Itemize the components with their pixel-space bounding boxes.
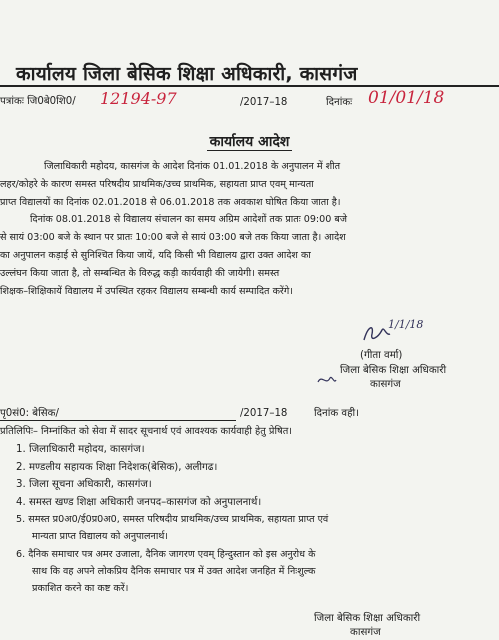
signature-1-date: 1/1/18 (388, 318, 424, 331)
signatory-designation: जिला बेसिक शिक्षा अधिकारी (340, 365, 447, 376)
signature-2-place: कासगंज (350, 627, 381, 638)
copy-line: प्रतिलिपिः– निम्नांकित को सेवा में सादर सूचनार्थ एवं आवश्यक कार्यवाही हेतु प्रेषित। (0, 426, 293, 437)
header-divider (0, 85, 499, 87)
order-heading-text: कार्यालय आदेश (207, 134, 293, 151)
copy-item-6: 6. दैनिक समाचार पत्र अमर उजाला, दैनिक जागरण एवम् हिन्दुस्तान को इस अनुरोध के (16, 549, 316, 560)
ref-year: /2017–18 (240, 97, 288, 108)
office-title: कार्यालय जिला बेसिक शिक्षा अधिकारी, कासगंज (16, 63, 358, 85)
endorsement-year: /2017–18 (240, 408, 288, 419)
handwritten-ref-number: 12194-97 (100, 89, 177, 108)
endorsement-ref-text: पृ0सं0: बेसिक/ (0, 408, 59, 419)
p2-line-1: दिनांक 08.01.2018 से विद्यालय संचालन का समय अग्रिम आदेशों तक प्रातः 09:00 बजे (30, 214, 348, 225)
p2-line-5: शिक्षक–शिक्षिकायें विद्यालय में उपस्थित रहकर विद्यालय सम्बन्धी कार्य सम्पादित करेंगे। (0, 286, 293, 297)
ref-number-label: पत्रांकः जि0बे0शि0/ (0, 96, 76, 107)
p1-line-2: लहर/कोहरे के कारण समस्त परिषदीय प्राथमिक/उच्च प्राथमिक, सहायता प्राप्त एवम् मान्यता (0, 179, 314, 190)
signatory-place: कासगंज (370, 379, 401, 390)
p1-line-3: प्राप्त विद्यालयों का दिनांक 02.01.2018 से 06.01.2018 तक अवकाश घोषित किया जाता है। (0, 197, 341, 208)
p2-line-2: से सायं 03:00 बजे के स्थान पर प्रातः 10:00 बजे से सायं 03:00 बजे तक किया जाता है। आदेश (0, 232, 346, 243)
signatory-name: (गीता वर्मा) (360, 350, 403, 361)
p1-line-1: जिलाधिकारी महोदय, कासगंज के आदेश दिनांक 01.01.2018 के अनुपालन में शीत (44, 161, 341, 172)
copy-item-6-cont-2: प्रकाशित करने का कष्ट करें। (32, 583, 129, 594)
copy-item-4: 4. समस्त खण्ड शिक्षा अधिकारी जनपद–कासगंज को अनुपालनार्थ। (16, 497, 262, 508)
signature-scribble (316, 372, 338, 388)
endorsement-ref-label (0, 407, 236, 421)
p2-line-4: उल्लंघन किया जाता है, तो सम्बन्धित के विरुद्ध कड़ी कार्यवाही की जायेगी। समस्त (0, 268, 280, 279)
handwritten-date: 01/01/18 (368, 88, 445, 108)
copy-item-5-cont: मान्यता प्राप्त विद्यालय को अनुपालनार्थ। (32, 531, 169, 542)
signature-2-designation: जिला बेसिक शिक्षा अधिकारी (314, 613, 421, 624)
copy-item-2: 2. मण्डलीय सहायक शिक्षा निदेशक(बेसिक), अलीगढ। (16, 462, 218, 473)
p2-line-3: का अनुपालन कड़ाई से सुनिश्चित किया जायें, यदि किसी भी विद्यालय द्वारा उक्त आदेश का (0, 250, 311, 261)
copy-item-1: 1. जिलाधिकारी महोदय, कासगंज। (16, 444, 145, 455)
date-label: दिनांकः (326, 97, 353, 108)
copy-item-3: 3. जिला सूचना अधिकारी, कासगंज। (16, 479, 152, 490)
copy-item-5: 5. समस्त प्र0अ0/ई0प्र0अ0, समस्त परिषदीय प्राथमिक/उच्च प्राथमिक, सहायता प्राप्त एवं (16, 514, 329, 525)
endorsement-date: दिनांक वही। (314, 408, 359, 419)
order-heading (0, 132, 499, 151)
copy-item-6-cont-1: साथ कि वह अपने लोकप्रिय दैनिक समाचार पत्र में उक्त आदेश जनहित में निःशुल्क (32, 566, 316, 577)
